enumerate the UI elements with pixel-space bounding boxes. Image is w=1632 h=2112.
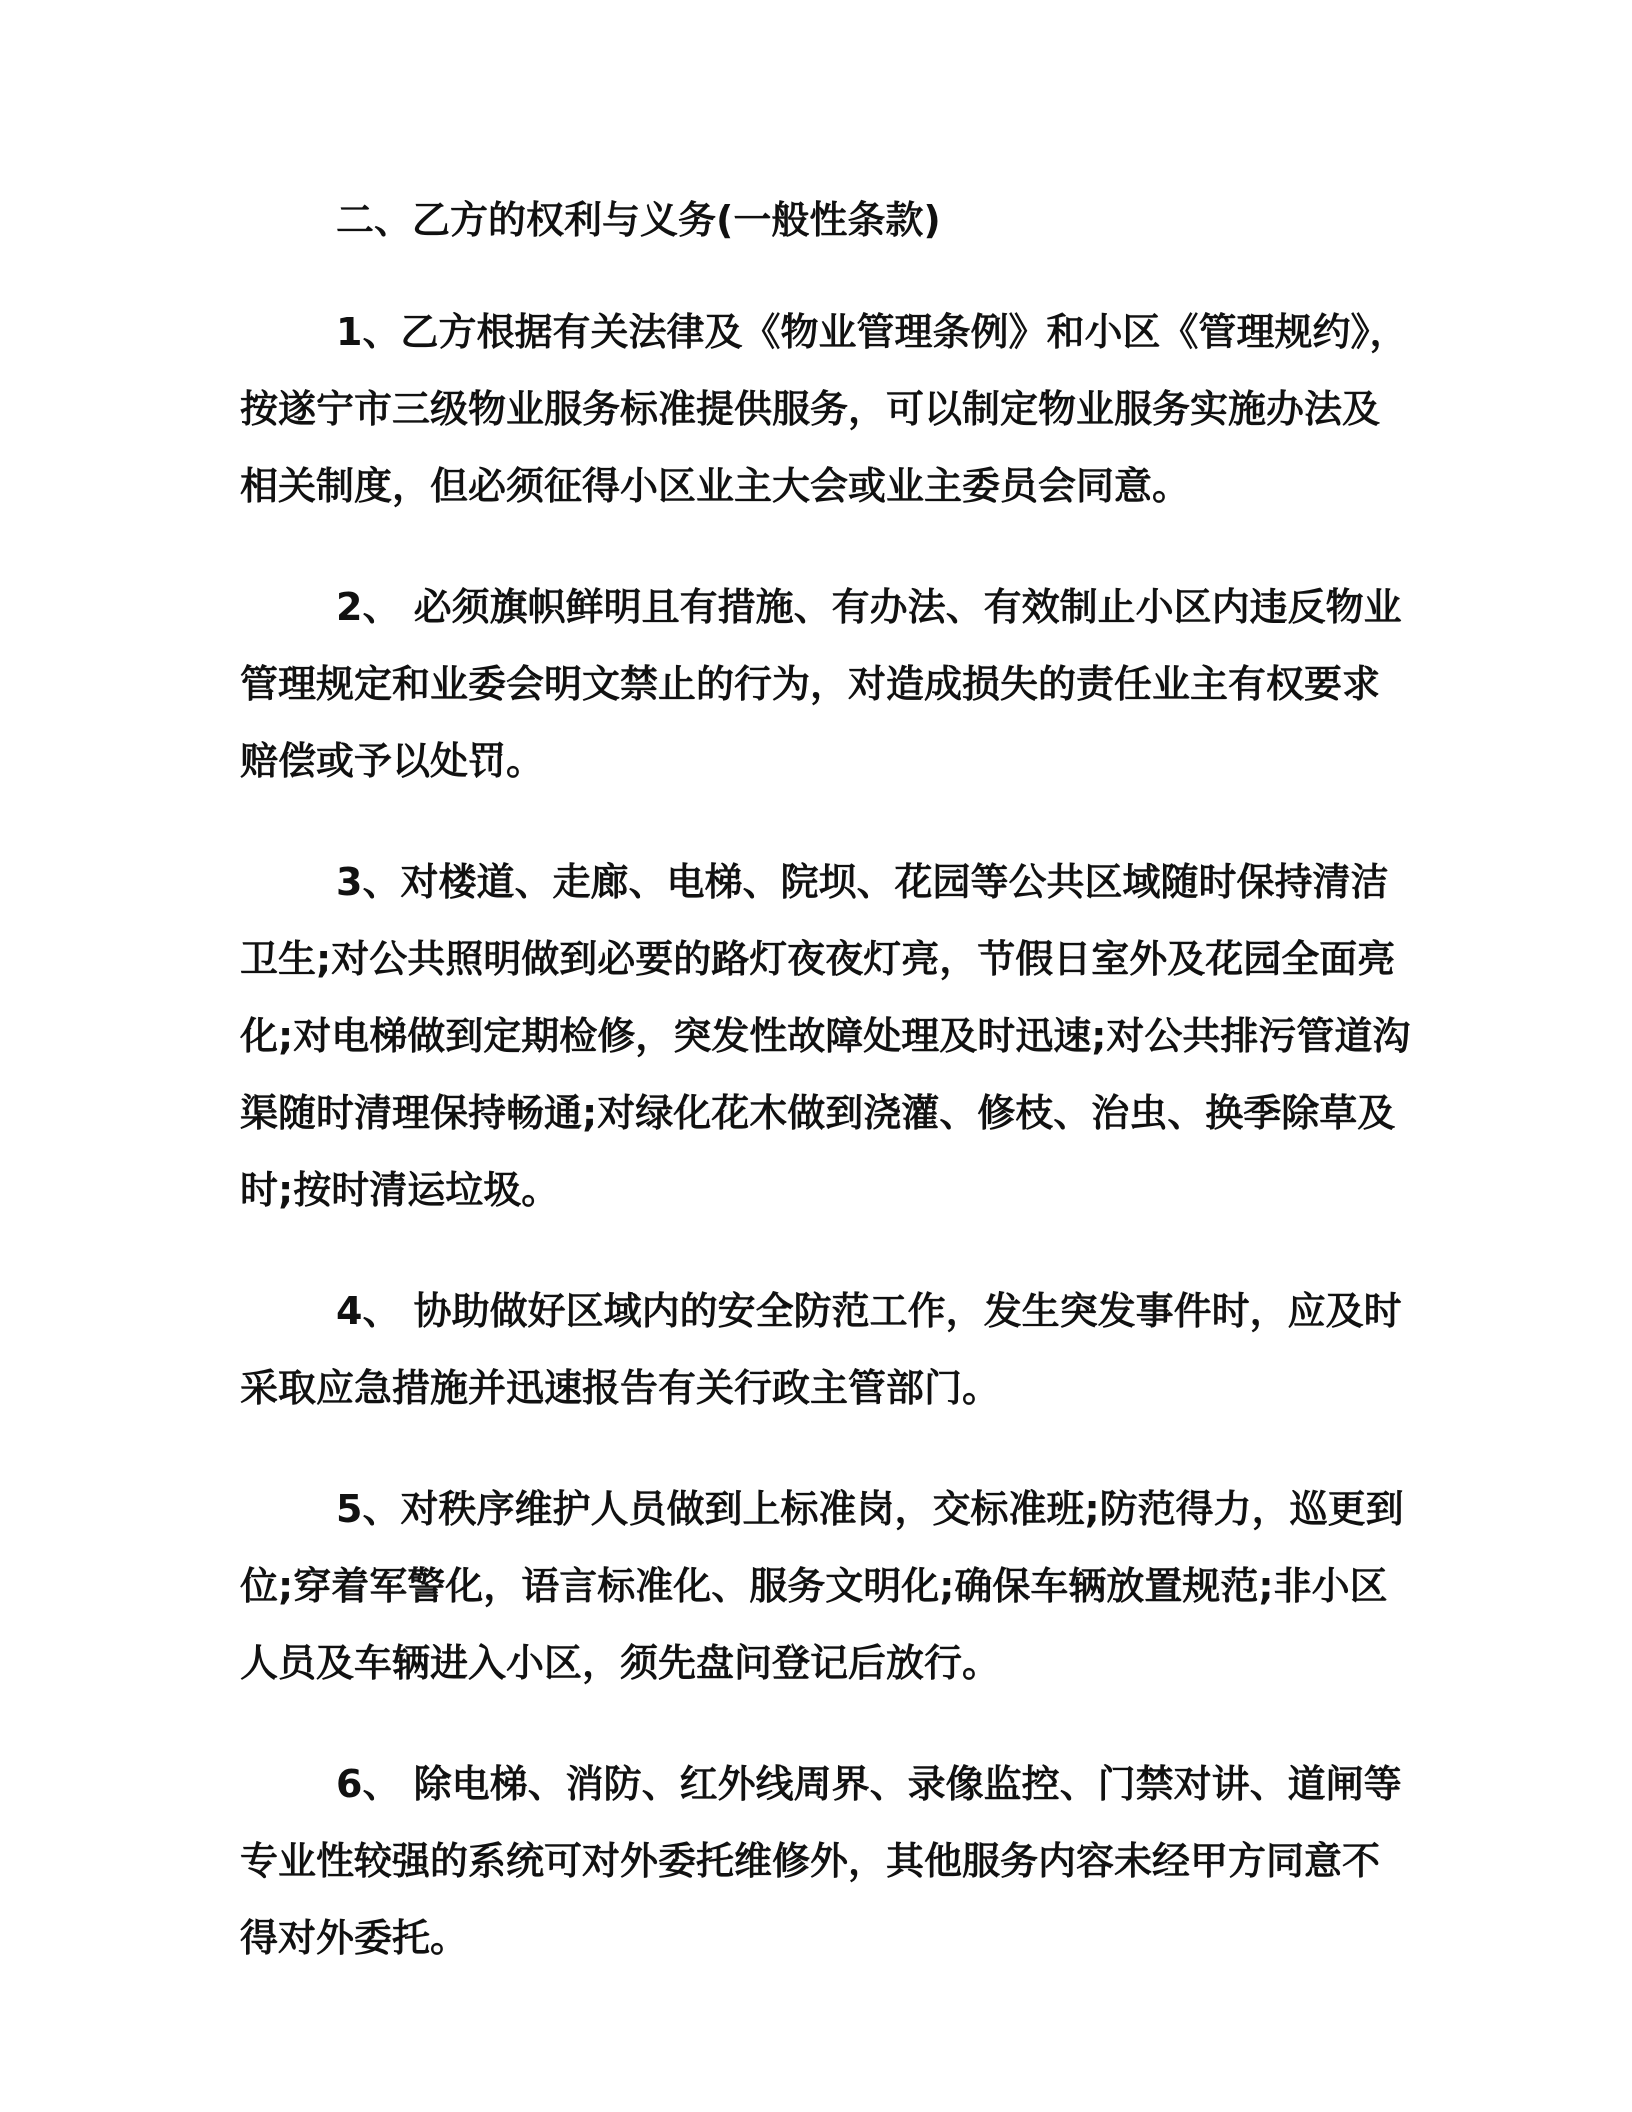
- paragraph-line: 按遂宁市三级物业服务标准提供服务，可以制定物业服务实施办法及: [240, 387, 1381, 431]
- paragraph-line: 位;穿着军警化，语言标准化、服务文明化;确保车辆放置规范;非小区: [240, 1564, 1388, 1608]
- document-body: [240, 190, 1411, 2021]
- paragraph-line: 1、乙方根据有关法律及《物业管理条例》和小区《管理规约》，: [336, 310, 1408, 354]
- paragraph-line: 4、 协助做好区域内的安全防范工作，发生突发事件时，应及时: [336, 1289, 1402, 1333]
- paragraph-line: 赔偿或予以处罚。: [240, 739, 545, 783]
- paragraph-line: 卫生;对公共照明做到必要的路灯夜夜灯亮，节假日室外及花园全面亮: [240, 937, 1396, 981]
- paragraph-line: 专业性较强的系统可对外委托维修外，其他服务内容未经甲方同意不: [240, 1839, 1381, 1883]
- paragraph-5: [240, 1471, 1404, 1702]
- paragraph-line: 采取应急措施并迅速报告有关行政主管部门。: [240, 1366, 1001, 1410]
- paragraph-line: 3、对楼道、走廊、电梯、院坝、花园等公共区域随时保持清洁: [336, 860, 1389, 904]
- paragraph-line: 人员及车辆进入小区，须先盘问登记后放行。: [240, 1641, 1001, 1685]
- paragraph-line: 6、 除电梯、消防、红外线周界、录像监控、门禁对讲、道闸等: [336, 1762, 1402, 1806]
- paragraph-2: [240, 569, 1402, 800]
- paragraph-line: 化;对电梯做到定期检修，突发性故障处理及时迅速;对公共排污管道沟: [240, 1014, 1411, 1058]
- paragraph-6: [240, 1746, 1402, 1977]
- section-heading: 二、乙方的权利与义务(一般性条款): [336, 198, 941, 242]
- paragraph-1: [240, 294, 1408, 525]
- paragraph-line: 5、对秩序维护人员做到上标准岗，交标准班;防范得力，巡更到: [336, 1487, 1404, 1531]
- paragraph-4: [240, 1273, 1402, 1427]
- paragraph-line: 时;按时清运垃圾。: [240, 1168, 560, 1212]
- paragraph-line: 相关制度，但必须征得小区业主大会或业主委员会同意。: [240, 464, 1191, 508]
- paragraph-line: 得对外委托。: [240, 1916, 469, 1960]
- paragraph-line: 渠随时清理保持畅通;对绿化花木做到浇灌、修枝、治虫、换季除草及: [240, 1091, 1396, 1135]
- paragraph-line: 管理规定和业委会明文禁止的行为，对造成损失的责任业主有权要求: [240, 662, 1381, 706]
- paragraph-3: [240, 844, 1411, 1229]
- paragraph-line: 2、 必须旗帜鲜明且有措施、有办法、有效制止小区内违反物业: [336, 585, 1402, 629]
